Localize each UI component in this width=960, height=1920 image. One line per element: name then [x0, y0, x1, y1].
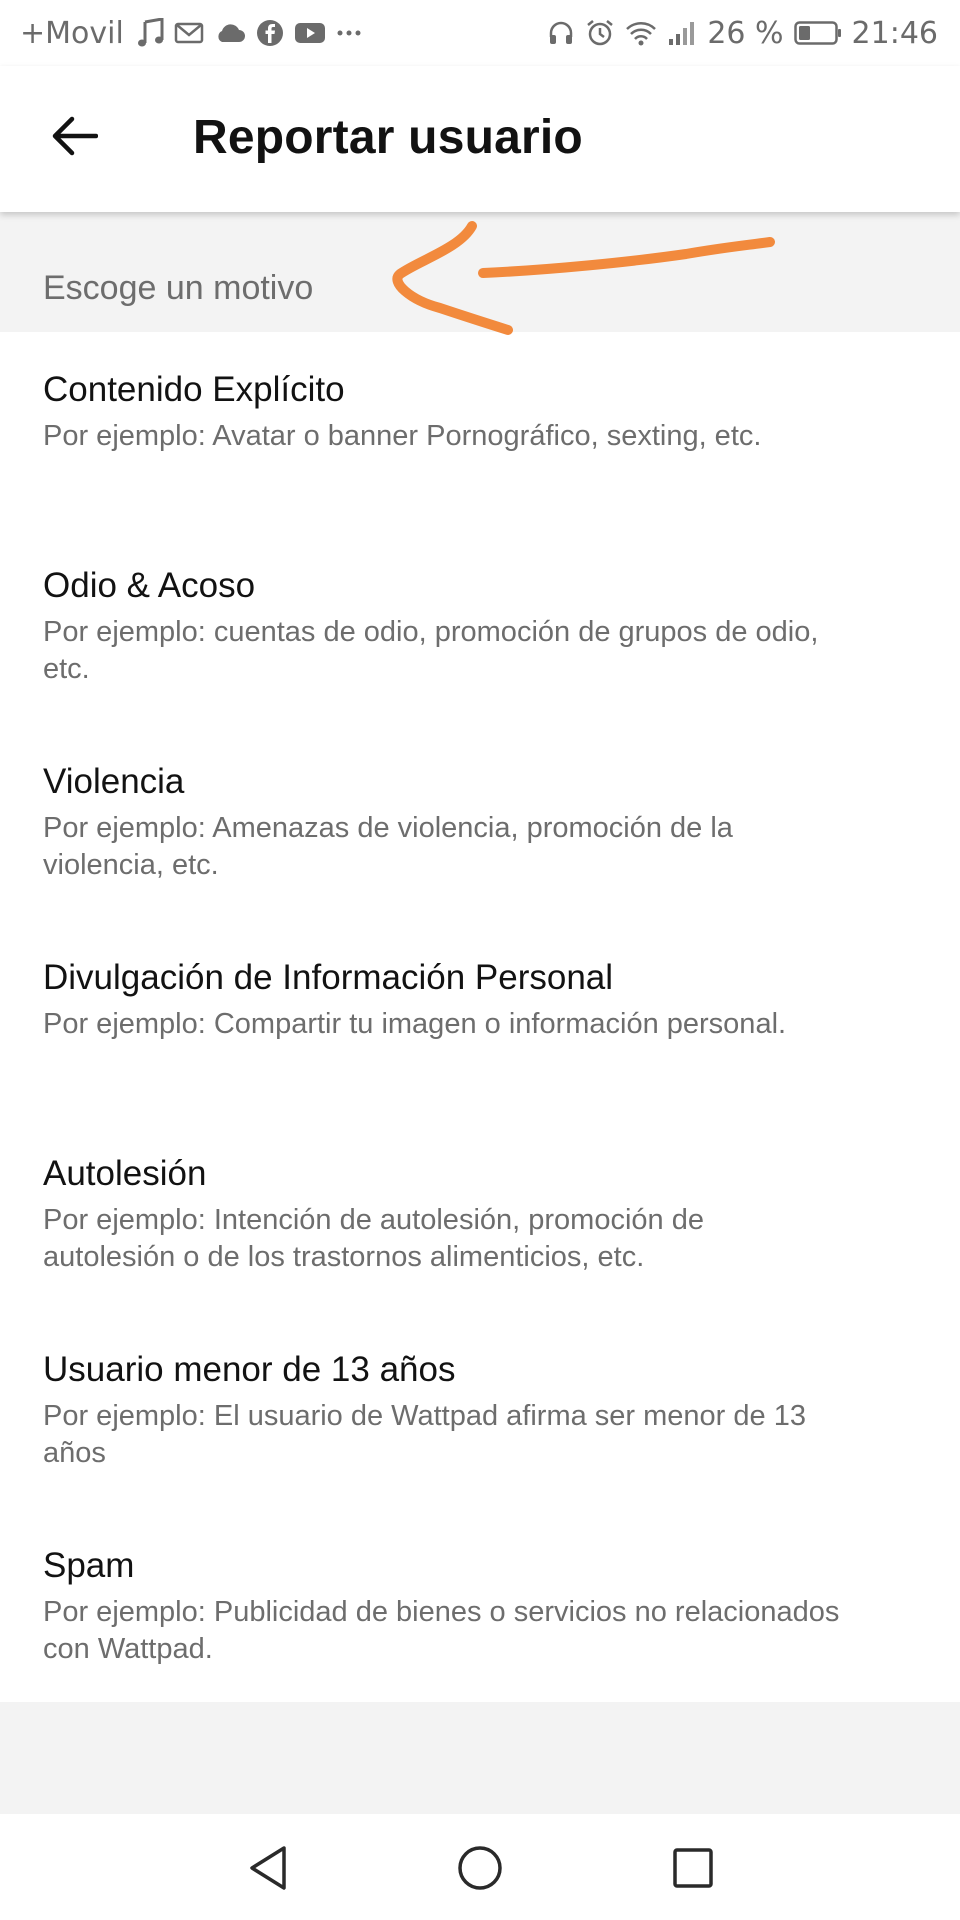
- status-bar: [0, 0, 960, 66]
- reason-description: Por ejemplo: cuentas de odio, promoción de grupos de odio, etc.: [43, 616, 819, 685]
- back-triangle-icon: [246, 1844, 290, 1897]
- cloud-icon: [214, 22, 246, 44]
- status-right: [547, 12, 938, 54]
- reason-description: Por ejemplo: Compartir tu imagen o información personal.: [43, 1008, 787, 1040]
- more-dots-icon: [336, 28, 362, 38]
- reason-description: Por ejemplo: Publicidad de bienes o servicios no relacionados con Wattpad.: [43, 1596, 840, 1665]
- navigation-bar: [0, 1814, 960, 1920]
- section-header-label: Escoge un motivo: [43, 269, 314, 307]
- reason-description: Por ejemplo: Avatar o banner Pornográfico, sexting, etc.: [43, 420, 762, 452]
- reason-description: Por ejemplo: Intención de autolesión, promoción de autolesión o de los trastornos alimenticios, etc.: [43, 1204, 704, 1273]
- reason-item-explicit-content[interactable]: [0, 332, 960, 528]
- nav-home-button[interactable]: [448, 1838, 512, 1902]
- reason-item-personal-info[interactable]: [0, 920, 960, 1116]
- reason-description: Por ejemplo: El usuario de Wattpad afirma ser menor de 13 años: [43, 1400, 806, 1469]
- empty-area: [0, 1702, 960, 1814]
- reason-title: Usuario menor de 13 años: [43, 1350, 456, 1389]
- home-circle-icon: [456, 1844, 504, 1897]
- gmail-icon: [174, 21, 204, 45]
- app-bar: [0, 66, 960, 212]
- battery-icon: [794, 20, 842, 46]
- wifi-icon: [625, 20, 657, 46]
- reason-item-spam[interactable]: [0, 1508, 960, 1704]
- reason-title: Contenido Explícito: [43, 370, 345, 409]
- reason-title: Spam: [43, 1546, 135, 1585]
- reason-item-violence[interactable]: [0, 724, 960, 920]
- reason-item-hate-harassment[interactable]: [0, 528, 960, 724]
- alarm-icon: [585, 18, 615, 48]
- recents-square-icon: [671, 1846, 715, 1895]
- reason-list: [0, 332, 960, 1704]
- carrier-label: +Movil: [20, 15, 124, 51]
- youtube-icon: [294, 21, 326, 45]
- reason-item-self-harm[interactable]: [0, 1116, 960, 1312]
- status-left: [20, 12, 362, 54]
- back-button[interactable]: [30, 108, 120, 168]
- signal-icon: [667, 20, 697, 46]
- music-note-icon: [138, 18, 164, 48]
- clock: 21:46: [851, 15, 938, 51]
- nav-back-button[interactable]: [236, 1838, 300, 1902]
- facebook-icon: [256, 19, 284, 47]
- reason-title: Divulgación de Información Personal: [43, 958, 614, 997]
- headphones-icon: [547, 19, 575, 47]
- reason-title: Odio & Acoso: [43, 566, 256, 605]
- battery-percent: 26 %: [707, 15, 784, 51]
- arrow-left-icon: [52, 116, 98, 161]
- section-header: [0, 212, 960, 332]
- nav-recents-button[interactable]: [661, 1838, 725, 1902]
- reason-title: Violencia: [43, 762, 185, 801]
- reason-description: Por ejemplo: Amenazas de violencia, promoción de la violencia, etc.: [43, 812, 733, 881]
- reason-item-underage-user[interactable]: [0, 1312, 960, 1508]
- reason-title: Autolesión: [43, 1154, 207, 1193]
- page-title: Reportar usuario: [193, 111, 583, 164]
